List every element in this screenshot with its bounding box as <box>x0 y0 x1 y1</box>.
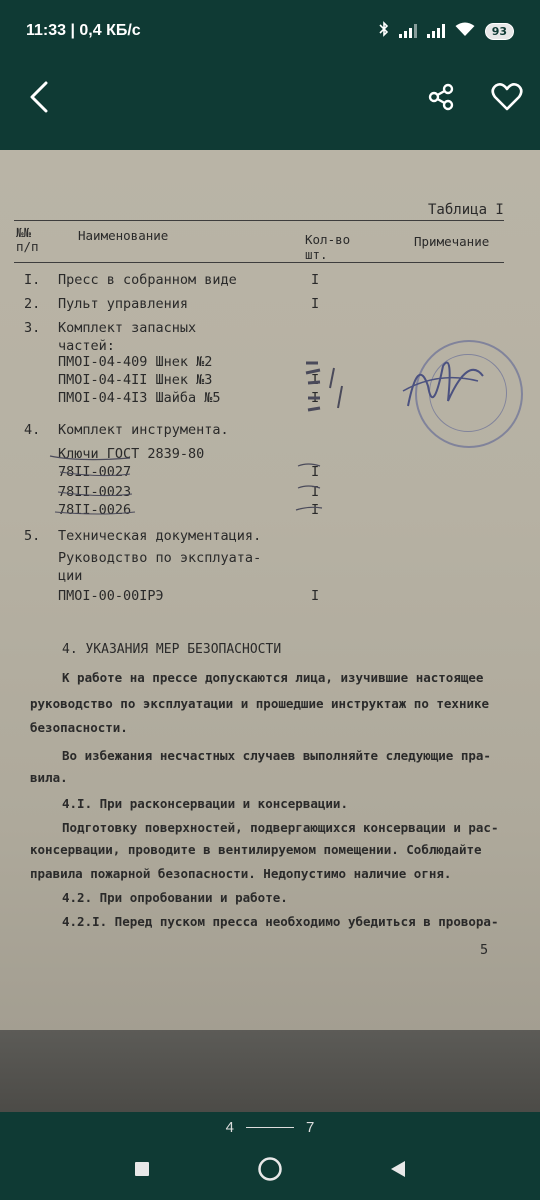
app-bar <box>0 62 540 150</box>
table-label: Таблица I <box>428 202 504 218</box>
image-pager <box>0 1112 540 1142</box>
pager-divider <box>246 1127 294 1128</box>
table-row-qty: I <box>311 464 320 480</box>
table-row-qty: I <box>311 588 320 604</box>
table-row-name: Руководство по эксплуата- <box>58 550 262 566</box>
table-row-name: ПМОI-04-409 Шнек №2 <box>58 354 213 370</box>
table-row-num: 2. <box>24 296 41 312</box>
table-row-name: Ключи ГОСТ 2839-80 <box>58 446 205 462</box>
body-line: 4.2.I. Перед пуском пресса необходимо убедиться в проворa- <box>62 914 499 929</box>
header-note: Примечание <box>414 234 490 249</box>
header-name: Наименование <box>78 228 169 243</box>
signature-mark <box>398 346 488 426</box>
system-nav-bar <box>0 1142 540 1200</box>
battery-icon: 93 <box>485 23 514 40</box>
table-row-qty: I <box>311 484 320 500</box>
body-line: безопасности. <box>30 720 128 735</box>
table-row-num: 4. <box>24 422 41 438</box>
table-row-name: Пресс в собранном виде <box>58 272 237 288</box>
share-icon[interactable] <box>416 72 466 122</box>
status-bar <box>0 0 540 62</box>
handwritten-check-marks <box>300 358 350 418</box>
body-line: вила. <box>30 770 68 785</box>
paper-sheet <box>0 150 540 1050</box>
table-header-rule <box>14 262 504 263</box>
favorite-heart-icon[interactable] <box>482 72 532 122</box>
body-line: Подготовку поверхностей, подвергающихся консервации и рас- <box>62 820 499 835</box>
header-num: №№ п/п <box>16 225 39 254</box>
body-line: 4.2. При опробовании и работе. <box>62 890 288 905</box>
bluetooth-icon <box>379 21 389 41</box>
table-row-name: ПМОI-04-4I3 Шайба №5 <box>58 390 221 406</box>
table-row-name: ции <box>58 568 83 584</box>
table-row-num: 5. <box>24 528 41 544</box>
table-row-qty: I <box>311 372 320 388</box>
background-surface <box>0 1030 540 1112</box>
body-line: руководство по эксплуатации и прошедшие инструктаж по технике <box>30 696 490 711</box>
body-line: Во избежания несчастных случаев выполняйте следующие пра- <box>62 748 491 763</box>
table-row-name: Техническая документация. <box>58 528 262 544</box>
table-row-name: Комплект запасных <box>58 320 197 336</box>
table-row-name: 78II-0026 <box>58 502 132 518</box>
pager-current: 4 <box>225 1118 234 1136</box>
table-row-num: I. <box>24 272 41 288</box>
status-icons <box>379 21 514 41</box>
table-row-name: 78II-0027 <box>58 464 132 480</box>
page-number: 5 <box>480 942 489 958</box>
recents-square-icon[interactable] <box>134 1161 150 1181</box>
table-row-qty: I <box>311 272 320 288</box>
table-row-name: Комплект инструмента. <box>58 422 229 438</box>
table-row-name: частей: <box>58 338 115 354</box>
signal-icon <box>399 24 417 38</box>
header-qty: Кол-во шт. <box>305 232 351 262</box>
pen-scribbles <box>40 448 340 518</box>
wifi-icon <box>455 22 475 41</box>
table-row-qty: I <box>311 296 320 312</box>
table-row-name: ПМОI-00-00IРЭ <box>58 588 164 604</box>
table-row-num: 3. <box>24 320 41 336</box>
table-row-qty: I <box>311 502 320 518</box>
document-photo[interactable] <box>0 150 540 1112</box>
section-title: 4. УКАЗАНИЯ МЕР БЕЗОПАСНОСТИ <box>62 642 282 657</box>
back-triangle-icon[interactable] <box>390 1160 406 1182</box>
table-top-rule <box>14 220 504 221</box>
back-icon[interactable] <box>14 72 64 122</box>
table-row-name: ПМОI-04-4II Шнек №3 <box>58 372 213 388</box>
table-row-name: Пульт управления <box>58 296 189 312</box>
signal-icon-2 <box>427 24 445 38</box>
table-row-name: 78II-0023 <box>58 484 132 500</box>
status-time-speed: 11:33 | 0,4 КБ/с <box>26 22 141 39</box>
body-line: правила пожарной безопасности. Недопустимо наличие огня. <box>30 866 452 881</box>
pager-total: 7 <box>306 1118 315 1136</box>
body-line: 4.I. При расконсервации и консервации. <box>62 796 348 811</box>
body-line: К работе на прессе допускаются лица, изучившие настоящее <box>62 670 484 685</box>
home-circle-icon[interactable] <box>257 1156 283 1186</box>
body-line: консервации, проводите в вентилируемом помещении. Соблюдайте <box>30 842 482 857</box>
